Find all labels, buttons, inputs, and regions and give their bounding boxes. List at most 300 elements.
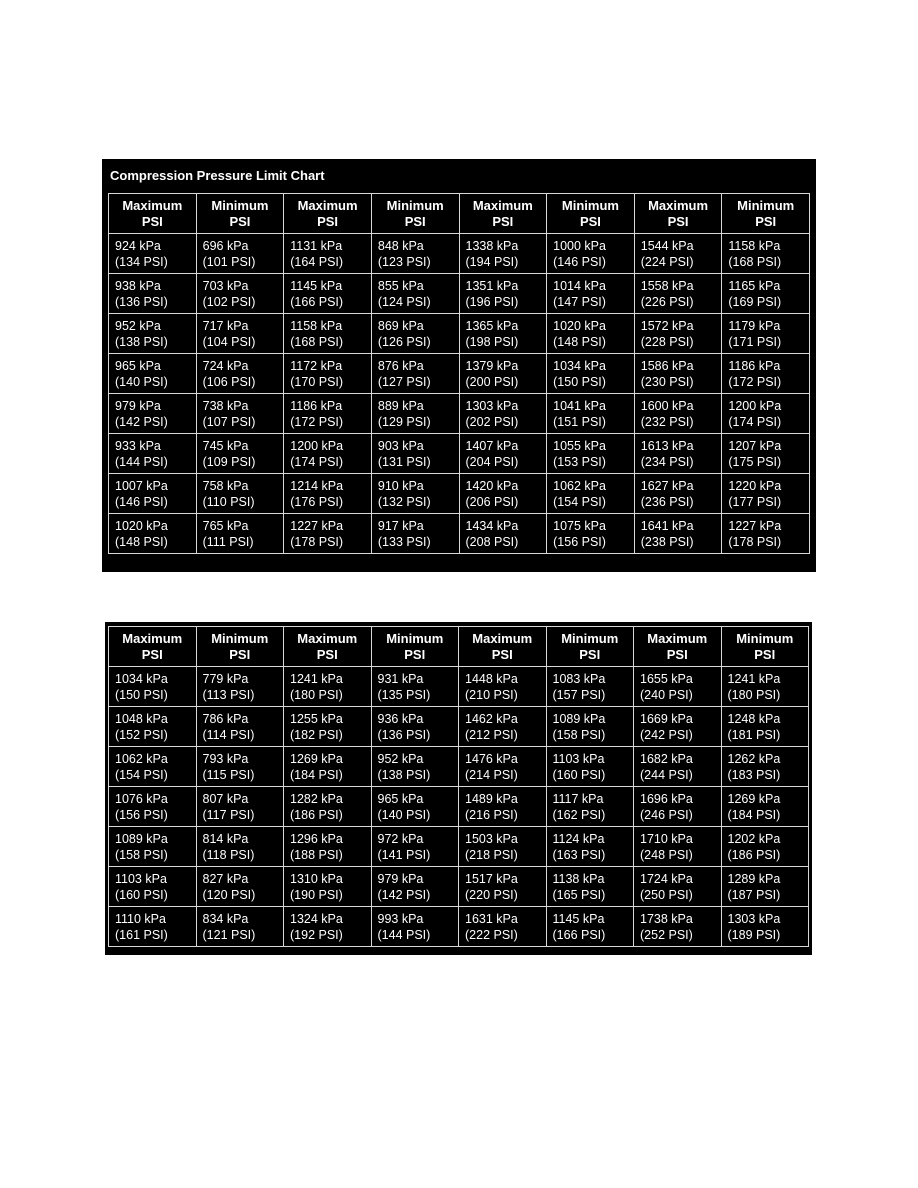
- kpa-value: 1420 kPa: [465, 478, 519, 493]
- psi-value: (182 PSI): [290, 727, 343, 742]
- psi-value: (133 PSI): [377, 534, 431, 549]
- table-cell: [634, 434, 722, 474]
- kpa-value: 1158 kPa: [728, 238, 781, 253]
- table-cell: [721, 787, 809, 827]
- header-unit: PSI: [404, 646, 426, 662]
- psi-value: (234 PSI): [640, 454, 694, 469]
- table-cell: [547, 234, 635, 274]
- table-cell: [459, 234, 547, 274]
- kpa-value: 703 kPa: [202, 278, 249, 293]
- table-cell: [284, 787, 372, 827]
- table-cell: [721, 747, 809, 787]
- kpa-value: 1641 kPa: [640, 518, 694, 533]
- table-cell: [459, 867, 547, 907]
- psi-value: (248 PSI): [640, 847, 693, 862]
- table-cell: [196, 867, 284, 907]
- table-cell: [459, 667, 547, 707]
- kpa-value: 834 kPa: [202, 911, 249, 926]
- psi-value: (110 PSI): [202, 494, 255, 509]
- psi-value: (107 PSI): [202, 414, 256, 429]
- header-label: Minimum: [737, 197, 795, 213]
- column-header: [459, 627, 547, 667]
- table-cell: [547, 434, 635, 474]
- kpa-value: 1351 kPa: [465, 278, 519, 293]
- psi-value: (118 PSI): [202, 847, 255, 862]
- header-row: [109, 194, 810, 234]
- psi-value: (142 PSI): [115, 414, 168, 429]
- psi-value: (188 PSI): [290, 847, 343, 862]
- kpa-value: 972 kPa: [377, 831, 424, 846]
- psi-value: (115 PSI): [202, 767, 255, 782]
- psi-value: (170 PSI): [290, 374, 344, 389]
- table-row: [109, 514, 810, 554]
- psi-value: (134 PSI): [115, 254, 168, 269]
- column-header: [284, 194, 372, 234]
- psi-value: (152 PSI): [115, 727, 168, 742]
- table-cell: [459, 434, 547, 474]
- table-cell: [546, 867, 634, 907]
- table-row: [109, 354, 810, 394]
- psi-value: (138 PSI): [115, 334, 168, 349]
- psi-value: (216 PSI): [465, 807, 518, 822]
- table-cell: [109, 234, 197, 274]
- table-cell: [634, 354, 722, 394]
- kpa-value: 1724 kPa: [640, 871, 693, 886]
- kpa-value: 1200 kPa: [290, 438, 344, 453]
- psi-value: (156 PSI): [115, 807, 168, 822]
- table-cell: [371, 354, 459, 394]
- kpa-value: 1076 kPa: [115, 791, 168, 806]
- table-cell: [196, 354, 284, 394]
- table-cell: [196, 474, 284, 514]
- kpa-value: 1062 kPa: [115, 751, 168, 766]
- header-label: Minimum: [561, 197, 619, 213]
- table-cell: [109, 667, 197, 707]
- kpa-value: 1103 kPa: [115, 871, 167, 886]
- psi-value: (136 PSI): [377, 727, 431, 742]
- kpa-value: 855 kPa: [377, 278, 424, 293]
- kpa-value: 1241 kPa: [727, 671, 781, 686]
- table-cell: [634, 667, 722, 707]
- table-row: [109, 907, 809, 947]
- psi-value: (109 PSI): [202, 454, 256, 469]
- kpa-value: 1324 kPa: [290, 911, 343, 926]
- psi-value: (157 PSI): [552, 687, 606, 702]
- psi-value: (176 PSI): [290, 494, 344, 509]
- table-cell: [547, 274, 635, 314]
- table-cell: [284, 667, 372, 707]
- kpa-value: 717 kPa: [202, 318, 249, 333]
- header-label: Minimum: [386, 197, 444, 213]
- psi-value: (156 PSI): [553, 534, 606, 549]
- kpa-value: 724 kPa: [202, 358, 249, 373]
- table-cell: [459, 707, 547, 747]
- kpa-value: 1489 kPa: [465, 791, 518, 806]
- table-cell: [721, 907, 809, 947]
- table-cell: [196, 747, 284, 787]
- table-cell: [371, 907, 459, 947]
- table-cell: [546, 907, 634, 947]
- table-cell: [546, 707, 634, 747]
- table-cell: [284, 314, 372, 354]
- kpa-value: 1117 kPa: [552, 791, 604, 806]
- header-unit: PSI: [141, 646, 163, 662]
- kpa-value: 1600 kPa: [640, 398, 694, 413]
- table-cell: [459, 474, 547, 514]
- psi-value: (230 PSI): [640, 374, 694, 389]
- psi-value: (168 PSI): [290, 334, 344, 349]
- kpa-value: 1289 kPa: [727, 871, 781, 886]
- table-cell: [722, 314, 810, 354]
- psi-value: (184 PSI): [290, 767, 343, 782]
- table-cell: [547, 394, 635, 434]
- psi-value: (198 PSI): [465, 334, 519, 349]
- header-label: Minimum: [211, 197, 269, 213]
- header-label: Maximum: [472, 630, 533, 646]
- psi-value: (140 PSI): [115, 374, 168, 389]
- kpa-value: 1202 kPa: [727, 831, 781, 846]
- kpa-value: 1041 kPa: [553, 398, 606, 413]
- header-unit: PSI: [491, 646, 513, 662]
- kpa-value: 1282 kPa: [290, 791, 343, 806]
- kpa-value: 952 kPa: [115, 318, 161, 333]
- kpa-value: 1655 kPa: [640, 671, 693, 686]
- psi-value: (141 PSI): [377, 847, 431, 862]
- psi-value: (147 PSI): [553, 294, 606, 309]
- column-header: [634, 194, 722, 234]
- kpa-value: 1338 kPa: [465, 238, 519, 253]
- table-row: [109, 434, 810, 474]
- table-row: [109, 707, 809, 747]
- psi-value: (129 PSI): [377, 414, 431, 429]
- column-header: [284, 627, 372, 667]
- table-cell: [459, 514, 547, 554]
- psi-value: (181 PSI): [727, 727, 781, 742]
- psi-value: (212 PSI): [465, 727, 518, 742]
- table-cell: [196, 234, 284, 274]
- kpa-value: 1110 kPa: [115, 911, 166, 926]
- table-cell: [459, 827, 547, 867]
- psi-value: (166 PSI): [552, 927, 606, 942]
- table-cell: [634, 707, 722, 747]
- psi-value: (190 PSI): [290, 887, 343, 902]
- table-cell: [722, 354, 810, 394]
- psi-value: (232 PSI): [640, 414, 694, 429]
- header-unit: PSI: [667, 213, 689, 229]
- kpa-value: 793 kPa: [202, 751, 249, 766]
- header-label: Maximum: [297, 630, 358, 646]
- psi-value: (228 PSI): [640, 334, 694, 349]
- table-cell: [284, 394, 372, 434]
- header-label: Minimum: [561, 630, 619, 646]
- table-cell: [371, 827, 459, 867]
- column-header: [371, 627, 459, 667]
- table-cell: [284, 274, 372, 314]
- table-cell: [634, 827, 722, 867]
- table-cell: [722, 474, 810, 514]
- kpa-value: 1186 kPa: [728, 358, 781, 373]
- kpa-value: 1227 kPa: [728, 518, 782, 533]
- table-cell: [459, 394, 547, 434]
- kpa-value: 1172 kPa: [290, 358, 343, 373]
- kpa-value: 1269 kPa: [290, 751, 343, 766]
- column-header: [459, 194, 547, 234]
- table-cell: [109, 514, 197, 554]
- kpa-value: 1103 kPa: [552, 751, 605, 766]
- table-cell: [284, 234, 372, 274]
- psi-value: (144 PSI): [377, 927, 431, 942]
- psi-value: (238 PSI): [640, 534, 694, 549]
- kpa-value: 827 kPa: [202, 871, 249, 886]
- psi-value: (150 PSI): [553, 374, 606, 389]
- kpa-value: 1165 kPa: [728, 278, 781, 293]
- table-cell: [459, 747, 547, 787]
- table-cell: [284, 474, 372, 514]
- kpa-value: 1310 kPa: [290, 871, 343, 886]
- psi-value: (178 PSI): [728, 534, 782, 549]
- table-cell: [109, 394, 197, 434]
- psi-value: (183 PSI): [727, 767, 781, 782]
- table-cell: [722, 434, 810, 474]
- table-cell: [722, 514, 810, 554]
- table-cell: [371, 667, 459, 707]
- kpa-value: 1062 kPa: [553, 478, 606, 493]
- kpa-value: 1034 kPa: [115, 671, 168, 686]
- table-row: [109, 827, 809, 867]
- psi-value: (154 PSI): [115, 767, 168, 782]
- kpa-value: 1124 kPa: [552, 831, 605, 846]
- psi-value: (158 PSI): [115, 847, 168, 862]
- kpa-value: 1544 kPa: [640, 238, 694, 253]
- table-cell: [634, 787, 722, 827]
- header-unit: PSI: [229, 213, 251, 229]
- kpa-value: 1200 kPa: [728, 398, 782, 413]
- table-cell: [284, 434, 372, 474]
- psi-value: (180 PSI): [727, 687, 781, 702]
- psi-value: (222 PSI): [465, 927, 518, 942]
- table-cell: [109, 907, 197, 947]
- kpa-value: 903 kPa: [377, 438, 424, 453]
- kpa-value: 1365 kPa: [465, 318, 519, 333]
- kpa-value: 1179 kPa: [728, 318, 781, 333]
- kpa-value: 1145 kPa: [552, 911, 605, 926]
- psi-value: (204 PSI): [465, 454, 519, 469]
- header-unit: PSI: [492, 213, 514, 229]
- header-unit: PSI: [579, 213, 601, 229]
- table-cell: [196, 434, 284, 474]
- psi-value: (196 PSI): [465, 294, 519, 309]
- table-cell: [547, 354, 635, 394]
- kpa-value: 1517 kPa: [465, 871, 518, 886]
- kpa-value: 745 kPa: [202, 438, 249, 453]
- psi-value: (177 PSI): [728, 494, 782, 509]
- kpa-value: 1303 kPa: [465, 398, 519, 413]
- compression-chart-panel-2: [105, 622, 812, 955]
- psi-value: (153 PSI): [553, 454, 606, 469]
- kpa-value: 1572 kPa: [640, 318, 694, 333]
- psi-value: (214 PSI): [465, 767, 518, 782]
- table-cell: [109, 434, 197, 474]
- psi-value: (124 PSI): [377, 294, 431, 309]
- kpa-value: 1448 kPa: [465, 671, 518, 686]
- psi-value: (202 PSI): [465, 414, 519, 429]
- table-cell: [721, 867, 809, 907]
- table-cell: [196, 907, 284, 947]
- psi-value: (161 PSI): [115, 927, 168, 942]
- kpa-value: 1131 kPa: [290, 238, 343, 253]
- table-cell: [109, 314, 197, 354]
- psi-value: (151 PSI): [553, 414, 606, 429]
- kpa-value: 917 kPa: [377, 518, 424, 533]
- table-row: [109, 274, 810, 314]
- kpa-value: 1669 kPa: [640, 711, 693, 726]
- psi-value: (220 PSI): [465, 887, 518, 902]
- table-cell: [371, 394, 459, 434]
- psi-value: (158 PSI): [552, 727, 606, 742]
- psi-value: (180 PSI): [290, 687, 343, 702]
- column-header: [371, 194, 459, 234]
- psi-value: (123 PSI): [377, 254, 431, 269]
- table-cell: [371, 234, 459, 274]
- table-cell: [634, 747, 722, 787]
- table-cell: [634, 234, 722, 274]
- header-label: Maximum: [122, 630, 183, 646]
- header-row: [109, 627, 809, 667]
- header-unit: PSI: [754, 646, 776, 662]
- table-cell: [546, 827, 634, 867]
- column-header: [721, 627, 809, 667]
- table-cell: [284, 907, 372, 947]
- header-unit: PSI: [316, 646, 338, 662]
- table-cell: [721, 827, 809, 867]
- kpa-value: 1303 kPa: [727, 911, 781, 926]
- table-row: [109, 394, 810, 434]
- kpa-value: 758 kPa: [202, 478, 249, 493]
- header-label: Maximum: [297, 197, 358, 213]
- table-row: [109, 747, 809, 787]
- table-cell: [196, 787, 284, 827]
- header-unit: PSI: [666, 646, 688, 662]
- column-header: [196, 194, 284, 234]
- chart-title: Compression Pressure Limit Chart: [110, 168, 325, 183]
- kpa-value: 1738 kPa: [640, 911, 693, 926]
- table-cell: [722, 234, 810, 274]
- table-cell: [284, 747, 372, 787]
- table-cell: [634, 314, 722, 354]
- psi-value: (240 PSI): [640, 687, 693, 702]
- kpa-value: 936 kPa: [377, 711, 424, 726]
- kpa-value: 1020 kPa: [553, 318, 606, 333]
- table-cell: [459, 274, 547, 314]
- kpa-value: 965 kPa: [377, 791, 424, 806]
- psi-value: (154 PSI): [553, 494, 606, 509]
- table-cell: [634, 907, 722, 947]
- header-label: Minimum: [211, 630, 269, 646]
- table-cell: [722, 394, 810, 434]
- kpa-value: 1207 kPa: [728, 438, 782, 453]
- psi-value: (150 PSI): [115, 687, 168, 702]
- kpa-value: 1241 kPa: [290, 671, 343, 686]
- table-cell: [196, 514, 284, 554]
- kpa-value: 765 kPa: [202, 518, 249, 533]
- table-cell: [371, 274, 459, 314]
- table-cell: [284, 514, 372, 554]
- psi-value: (160 PSI): [552, 767, 606, 782]
- psi-value: (132 PSI): [377, 494, 431, 509]
- kpa-value: 924 kPa: [115, 238, 161, 253]
- kpa-value: 1055 kPa: [553, 438, 606, 453]
- header-label: Minimum: [386, 630, 444, 646]
- psi-value: (184 PSI): [727, 807, 781, 822]
- psi-value: (169 PSI): [728, 294, 782, 309]
- psi-value: (106 PSI): [202, 374, 256, 389]
- table-cell: [634, 474, 722, 514]
- kpa-value: 1220 kPa: [728, 478, 782, 493]
- psi-value: (146 PSI): [115, 494, 168, 509]
- header-label: Maximum: [647, 630, 708, 646]
- table-cell: [371, 514, 459, 554]
- table-cell: [371, 747, 459, 787]
- table-cell: [109, 787, 197, 827]
- table-cell: [634, 514, 722, 554]
- kpa-value: 1613 kPa: [640, 438, 694, 453]
- kpa-value: 1627 kPa: [640, 478, 694, 493]
- psi-value: (168 PSI): [728, 254, 782, 269]
- psi-value: (144 PSI): [115, 454, 168, 469]
- column-header: [109, 194, 197, 234]
- table-cell: [109, 867, 197, 907]
- psi-value: (126 PSI): [377, 334, 431, 349]
- psi-value: (194 PSI): [465, 254, 519, 269]
- psi-value: (236 PSI): [640, 494, 694, 509]
- table-cell: [371, 867, 459, 907]
- psi-value: (101 PSI): [202, 254, 256, 269]
- table-cell: [546, 747, 634, 787]
- table-row: [109, 314, 810, 354]
- table-cell: [634, 274, 722, 314]
- psi-value: (242 PSI): [640, 727, 693, 742]
- kpa-value: 1020 kPa: [115, 518, 168, 533]
- kpa-value: 1158 kPa: [290, 318, 343, 333]
- kpa-value: 1296 kPa: [290, 831, 343, 846]
- psi-value: (187 PSI): [727, 887, 781, 902]
- psi-value: (104 PSI): [202, 334, 256, 349]
- table-cell: [721, 707, 809, 747]
- psi-value: (163 PSI): [552, 847, 606, 862]
- column-header: [722, 194, 810, 234]
- kpa-value: 979 kPa: [115, 398, 161, 413]
- table-row: [109, 867, 809, 907]
- psi-value: (160 PSI): [115, 887, 168, 902]
- psi-value: (165 PSI): [552, 887, 606, 902]
- kpa-value: 1048 kPa: [115, 711, 168, 726]
- table-row: [109, 474, 810, 514]
- psi-value: (178 PSI): [290, 534, 344, 549]
- kpa-value: 1145 kPa: [290, 278, 343, 293]
- kpa-value: 1034 kPa: [553, 358, 606, 373]
- table-cell: [722, 274, 810, 314]
- kpa-value: 889 kPa: [377, 398, 424, 413]
- kpa-value: 1710 kPa: [640, 831, 693, 846]
- table-cell: [546, 787, 634, 827]
- header-label: Maximum: [648, 197, 709, 213]
- psi-value: (246 PSI): [640, 807, 693, 822]
- psi-value: (114 PSI): [202, 727, 255, 742]
- kpa-value: 1379 kPa: [465, 358, 519, 373]
- table-cell: [371, 314, 459, 354]
- compression-table-1: [108, 193, 810, 554]
- psi-value: (166 PSI): [290, 294, 344, 309]
